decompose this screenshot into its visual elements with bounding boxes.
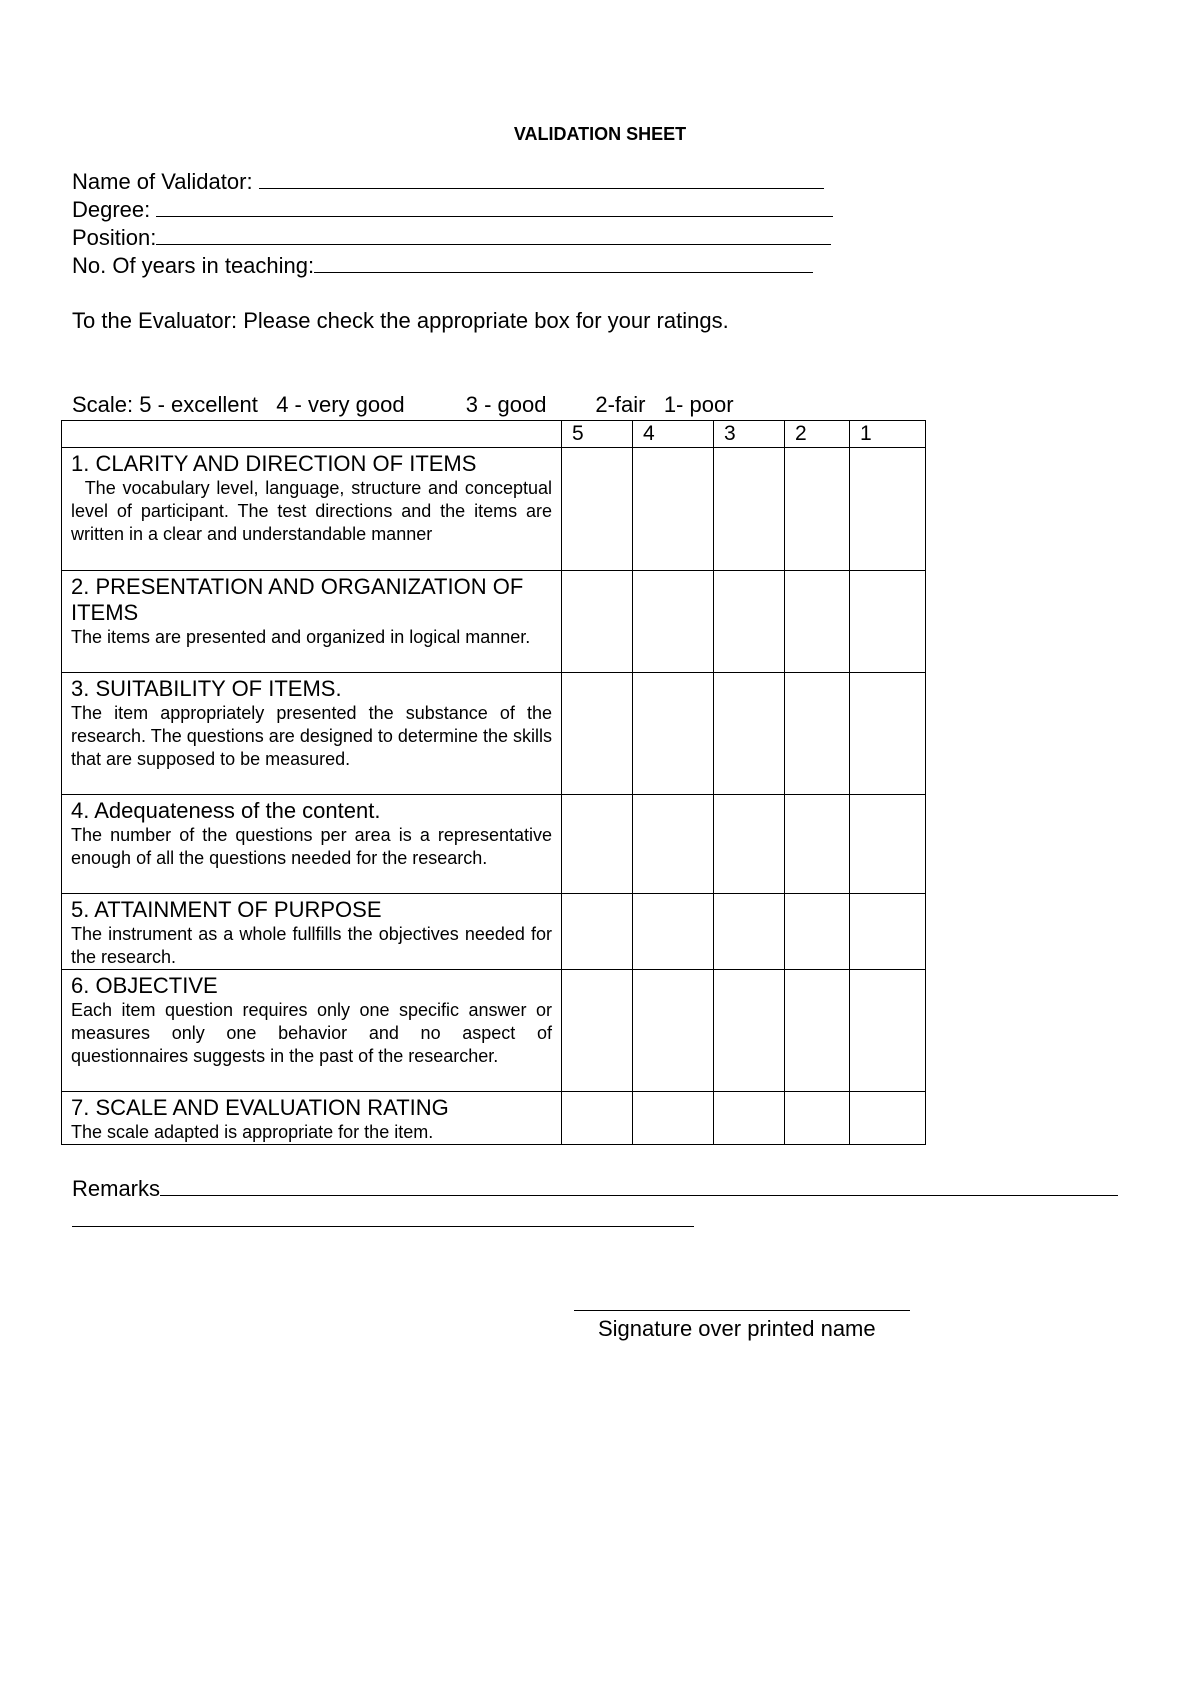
criterion-title: 1. CLARITY AND DIRECTION OF ITEMS: [71, 451, 477, 476]
remarks-line-continued[interactable]: [72, 1226, 694, 1227]
rating-header-5: 5: [562, 421, 633, 448]
rating-box-4[interactable]: [633, 448, 714, 571]
degree-label: Degree:: [72, 197, 157, 222]
rating-box-3[interactable]: [714, 448, 785, 571]
criterion-title: 5. ATTAINMENT OF PURPOSE: [71, 897, 382, 922]
rating-box-3[interactable]: [714, 795, 785, 894]
position-field[interactable]: [72, 224, 831, 252]
criterion-cell: [62, 970, 562, 1092]
criterion-title: 3. SUITABILITY OF ITEMS.: [71, 676, 342, 701]
remarks-field[interactable]: [72, 1176, 1118, 1202]
criteria-header-cell: [62, 421, 562, 448]
rating-box-2[interactable]: [785, 795, 850, 894]
rating-box-1[interactable]: [850, 970, 926, 1092]
criterion-description: The instrument as a whole fullfills the objectives needed for the research.: [71, 924, 552, 967]
rating-box-4[interactable]: [633, 673, 714, 795]
criterion-description: The item appropriately presented the substance of the research. The questions are designed to determine the skills that are supposed to be measured.: [71, 703, 552, 769]
criterion-cell: [62, 1092, 562, 1145]
rating-box-2[interactable]: [785, 448, 850, 571]
rating-box-4[interactable]: [633, 894, 714, 970]
position-label: Position:: [72, 225, 157, 250]
table-row: [62, 894, 926, 970]
position-line[interactable]: [156, 226, 831, 245]
degree-field[interactable]: [72, 196, 833, 224]
degree-line[interactable]: [156, 198, 833, 217]
rating-box-1[interactable]: [850, 571, 926, 673]
rating-header-row: [62, 421, 926, 448]
rating-box-1[interactable]: [850, 1092, 926, 1145]
validator-name-label: Name of Validator:: [72, 169, 259, 194]
rating-box-3[interactable]: [714, 673, 785, 795]
rating-box-1[interactable]: [850, 894, 926, 970]
criterion-cell: [62, 448, 562, 571]
document-title: VALIDATION SHEET: [513, 124, 687, 144]
rating-box-3[interactable]: [714, 1092, 785, 1145]
rating-box-1[interactable]: [850, 448, 926, 571]
criterion-description: Each item question requires only one specific answer or measures only one behavior and no aspect of questionnaires suggests in the past of the researcher.: [71, 1000, 552, 1066]
rating-box-5[interactable]: [562, 1092, 633, 1145]
criterion-cell: [62, 571, 562, 673]
rating-box-1[interactable]: [850, 795, 926, 894]
rating-header-1: 1: [850, 421, 926, 448]
rating-box-2[interactable]: [785, 571, 850, 673]
years-teaching-field[interactable]: [72, 252, 813, 280]
criterion-cell: [62, 795, 562, 894]
rating-header-2: 2: [785, 421, 850, 448]
criterion-description: The items are presented and organized in logical manner.: [71, 627, 531, 647]
criterion-title: 7. SCALE AND EVALUATION RATING: [71, 1095, 449, 1120]
rating-box-3[interactable]: [714, 571, 785, 673]
rating-box-4[interactable]: [633, 571, 714, 673]
criterion-cell: [62, 673, 562, 795]
remarks-label: Remarks: [72, 1176, 161, 1201]
criterion-cell: [62, 894, 562, 970]
rating-box-4[interactable]: [633, 970, 714, 1092]
table-row: [62, 1092, 926, 1145]
criterion-description: The scale adapted is appropriate for the item.: [71, 1122, 434, 1142]
remarks-line[interactable]: [160, 1177, 1118, 1196]
criterion-description: The vocabulary level, language, structure and conceptual level of participant. The test directions and the items are written in a clear and understandable manner: [71, 478, 558, 544]
table-row: [62, 448, 926, 571]
criterion-title: 2. PRESENTATION AND ORGANIZATION OF ITEMS: [71, 574, 524, 625]
rating-box-2[interactable]: [785, 894, 850, 970]
rating-box-5[interactable]: [562, 894, 633, 970]
rating-scale-legend: Scale: 5 - excellent 4 - very good 3 - good 2-fair 1- poor: [72, 392, 734, 417]
signature-label: Signature over printed name: [598, 1316, 876, 1341]
rating-box-5[interactable]: [562, 673, 633, 795]
table-row: [62, 795, 926, 894]
rating-table: [61, 420, 926, 1145]
years-teaching-line[interactable]: [314, 254, 813, 273]
table-row: [62, 571, 926, 673]
rating-box-1[interactable]: [850, 673, 926, 795]
rating-box-3[interactable]: [714, 894, 785, 970]
rating-box-3[interactable]: [714, 970, 785, 1092]
signature-line[interactable]: [574, 1310, 910, 1311]
validator-name-field[interactable]: [72, 168, 824, 196]
rating-box-5[interactable]: [562, 571, 633, 673]
rating-box-4[interactable]: [633, 795, 714, 894]
validator-name-line[interactable]: [259, 170, 824, 189]
rating-box-5[interactable]: [562, 970, 633, 1092]
criterion-title: 6. OBJECTIVE: [71, 973, 218, 998]
criterion-description: The number of the questions per area is a representative enough of all the questions needed for the research.: [71, 825, 552, 868]
rating-header-3: 3: [714, 421, 785, 448]
rating-box-5[interactable]: [562, 448, 633, 571]
criterion-title: 4. Adequateness of the content.: [71, 798, 381, 823]
rating-box-2[interactable]: [785, 673, 850, 795]
rating-box-4[interactable]: [633, 1092, 714, 1145]
rating-box-5[interactable]: [562, 795, 633, 894]
rating-box-2[interactable]: [785, 970, 850, 1092]
table-row: [62, 970, 926, 1092]
years-teaching-label: No. Of years in teaching:: [72, 253, 315, 278]
evaluator-instruction: To the Evaluator: Please check the appropriate box for your ratings.: [72, 308, 729, 333]
rating-box-2[interactable]: [785, 1092, 850, 1145]
table-row: [62, 673, 926, 795]
rating-header-4: 4: [633, 421, 714, 448]
